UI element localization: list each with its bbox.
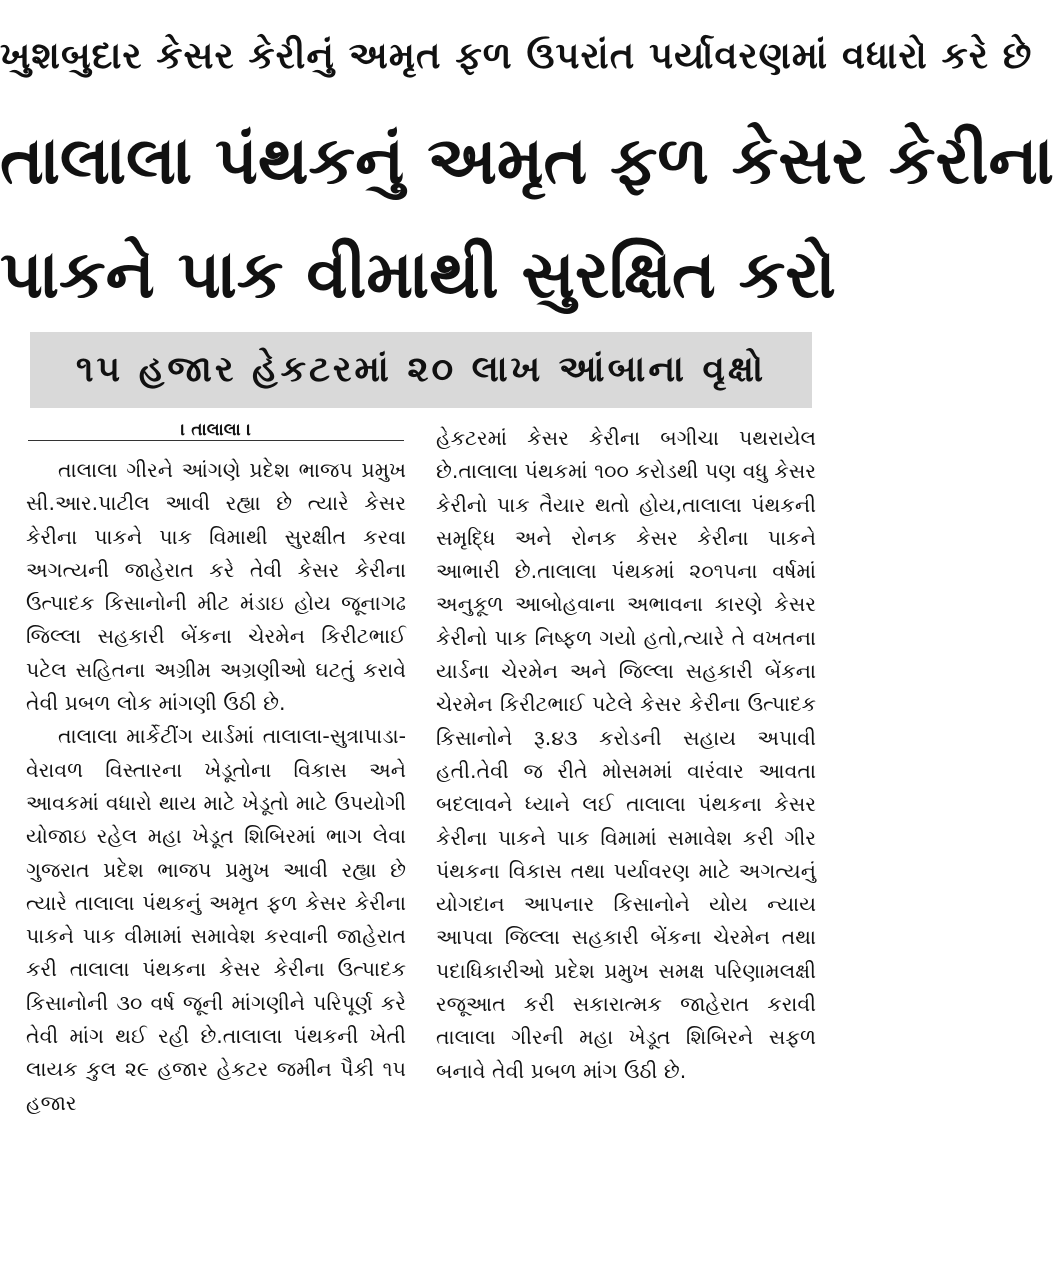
main-headline-line-1: તાલાલા પંથકનું અમૃત ફળ કેસર કેરીના bbox=[0, 122, 1054, 199]
right-column bbox=[436, 422, 816, 1088]
left-paragraph-1: તાલાલા ગીરને આંગણે પ્રદેશ ભાજપ પ્રમુખ સી.આર.પાટીલ આવી રહ્યા છે ત્યારે કેસર કેરીના પાકને પાક વિમાથી સુરક્ષીત કરવા અગત્યની જાહેરાત કરે તેવી કેસર કેરીના ઉત્પાદક કિસાનોની મીટ મંડાઇ હોય જૂનાગઢ જિલ્લા સહકારી બેંકના ચેરમેન કિરીટભાઈ પટેલ સહિતના અગ્રીમ અગ્રણીઓ ઘટતું કરાવે તેવી પ્રબળ લોક માંગણી ઉઠી છે. bbox=[26, 458, 406, 716]
subheadline: ૧૫ હજાર હેકટરમાં ૨૦ લાખ આંબાના વૃક્ષો bbox=[75, 349, 767, 390]
left-paragraph-2: તાલાલા માર્કેટીંગ યાર્ડમાં તાલાલા-સુત્રાપાડા-વેરાવળ વિસ્તારના ખેડૂતોના વિકાસ અને આવકમાં વધારો થાય માટે ખેડૂતો માટે ઉપયોગી યોજાઇ રહેલ મહા ખેડૂત શિબિરમાં ભાગ લેવા ગુજરાત પ્રદેશ ભાજપ પ્રમુખ આવી રહ્યા છે ત્યારે તાલાલા પંથકનું અમૃત ફળ કેસર કેરીના પાકને પાક વીમામાં સમાવેશ કરવાની જાહેરાત કરી તાલાલા પંથકના કેસર કેરીના ઉત્પાદક કિસાનોની ૩૦ વર્ષ જૂની માંગણીને પરિપૂર્ણ કરે તેવી માંગ થઈ રહી છે.તાલાલા પંથકની ખેતી લાયક કુલ ૨૯ હજાર હેકટર જમીન પૈકી ૧૫ હજાર bbox=[26, 724, 406, 1115]
dateline: । તાલાલા । bbox=[180, 420, 252, 440]
left-column bbox=[26, 454, 406, 1120]
subheadline-band bbox=[30, 332, 812, 408]
right-paragraph-1: હેકટરમાં કેસર કેરીના બગીચા પથરાયેલ છે.તાલાલા પંથકમાં ૧૦૦ કરોડથી પણ વધુ કેસર કેરીનો પાક તૈયાર થતો હોય,તાલાલા પંથકની સમૃદ્ધિ અને રોનક કેસર કેરીના પાકને આભારી છે.તાલાલા પંથકમાં ૨૦૧૫ના વર્ષમાં અનુકૂળ આબોહવાના અભાવના કારણે કેસર કેરીનો પાક નિષ્ફળ ગયો હતો,ત્યારે તે વખતના યાર્ડના ચેરમેન અને જિલ્લા સહકારી બેંકના ચેરમેન કિરીટભાઈ પટેલે કેસર કેરીના ઉત્પાદક કિસાનોને રૂ.૪૩ કરોડની સહાય અપાવી હતી.તેવી જ રીતે મોસમમાં વારંવાર આવતા બદલાવને ધ્યાને લઈ તાલાલા પંથકના કેસર કેરીના પાકને પાક વિમામાં સમાવેશ કરી ગીર પંથકના વિકાસ તથા પર્યાવરણ માટે અગત્યનું યોગદાન આપનાર કિસાનોને યોય ન્યાય આપવા જિલ્લા સહકારી બેંકના ચેરમેન તથા પદાધિકારીઓ પ્રદેશ પ્રમુખ સમક્ષ પરિણામલક્ષી રજૂઆત કરી સકારાત્મક જાહેરાત કરાવી તાલાલા ગીરની મહા ખેડૂત શિબિરને સફળ બનાવે તેવી પ્રબળ માંગ ઉઠી છે. bbox=[436, 426, 816, 1083]
main-headline-line-2: પાકને પાક વીમાથી સુરક્ષિત કરો bbox=[0, 236, 836, 313]
kicker-headline: ખુશબુદાર કેસર કેરીનું અમૃત ફળ ઉપરાંત પર્યાવરણમાં વધારો કરે છે bbox=[0, 34, 1033, 77]
dateline-rule bbox=[28, 440, 404, 441]
